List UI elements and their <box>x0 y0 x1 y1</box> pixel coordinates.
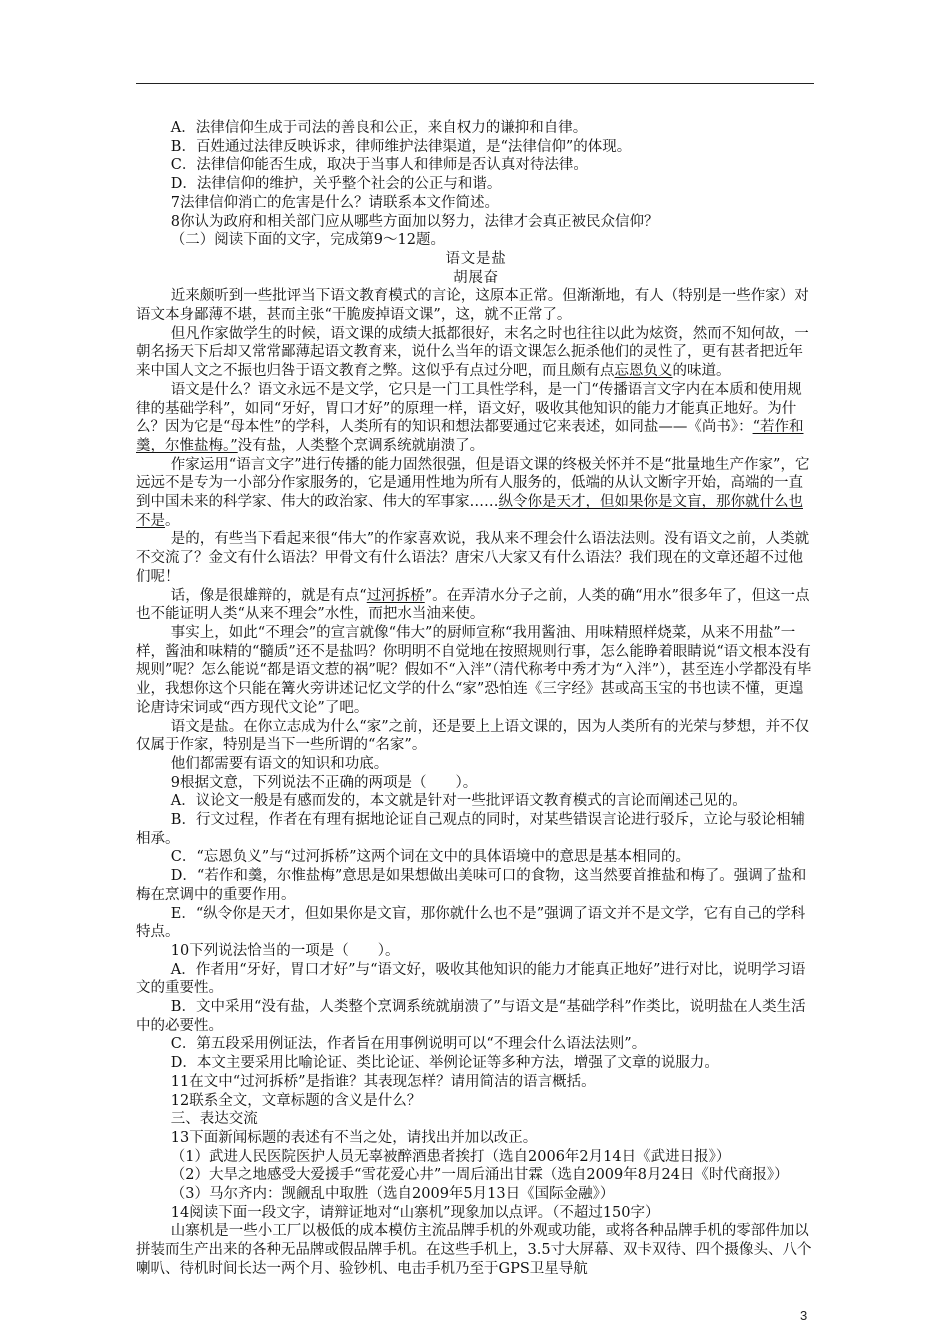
q6-option-a: A．法律信仰生成于司法的善良和公正，来自权力的谦抑和自律。 <box>170 120 588 136</box>
question-11: 11在文中“过河拆桥”是指谁？其表现怎样？请用简洁的语言概括。 <box>170 1073 596 1090</box>
paragraph-5: 是的，有些当下看起来很“伟大”的作家喜欢说，我从来不理会什么语法法则。没有语文之前，人类就不交流了？金文有什么语法？甲骨文有什么语法？唐宋八大家又有什么语法？我们现在的文章还超不过他们呢！ <box>136 531 810 585</box>
paragraph-3-text: 语文是什么？语文永远不是文学，它只是一门工具性学科，是一门“传播语言文字内在本质和使用规律的基础学科”，如同“牙好，胃口才好”的原理一样，语文好，吸收其他知识的能力才能真正地好。为什么？因为它是“母本性”的学科，人类所有的知识和想法都要通过它来表述，如同盐——《尚书》： <box>136 381 802 436</box>
q13-item-2: （2）大旱之地感受大爱援手“雪花爱心井”一周后涌出甘霖（选自2009年8月24日《时代商报》） <box>170 1167 789 1184</box>
question-9: 9根据文意，下列说法不正确的两项是（ ）。 <box>170 774 478 791</box>
paragraph-3-end: 没有盐，人类整个烹调系统就崩溃了。 <box>237 437 485 454</box>
paragraph-4-end: 。 <box>165 512 180 529</box>
paragraph-4-text: 作家运用“语言文字”进行传播的能力固然很强，但是语文课的终极关怀并不是“批量地生产作家”，它远远不是专为一小部分作家服务的，它是通用性地为所有人服务的，低端的从认文断字开始，高端的一直到中国未来的科学家、伟大的政治家、伟大的军事家…… <box>136 456 810 511</box>
question-8: 8你认为政府和相关部门应从哪些方面加以努力，法律才会真正被民众信仰？ <box>170 213 659 230</box>
paragraph-9: 他们都需要有语文的知识和功底。 <box>170 755 389 772</box>
q9-option-e: E．“纵令你是天才，但如果你是文盲，那你就什么也不是”强调了语文并不是文学，它有自己的学科特点。 <box>136 905 806 941</box>
paragraph-2-text: 但凡作家做学生的时候，语文课的成绩大抵都很好，末名之时也往往以此为炫资，然而不知何故，一朝名扬天下后却又常常鄙薄起语文教育来，说什么当年的语文课怎么扼杀他们的灵性了，更有甚者把近年来中国人文之不振也归咎于语文教育之弊。这似乎有点过分吧，而且颇有点 <box>136 325 809 380</box>
paragraph-8: 语文是盐。在你立志成为什么“家”之前，还是要上上语文课的，因为人类所有的光荣与梦想，并不仅仅属于作家，特别是当下一些所谓的“名家”。 <box>136 718 810 754</box>
q10-option-d: D．本文主要采用比喻论证、类比论证、举例论证等多种方法，增强了文章的说服力。 <box>170 1055 719 1072</box>
article-title: 语文是盐 <box>445 250 507 267</box>
q13-item-1: （1）武进人民医院医护人员无辜被醉酒患者挨打（选自2006年2月14日《武进日报》） <box>170 1148 731 1165</box>
paragraph-6-end: ”。在弄清水分子之前，人类的确“用水”很多年了，但这一点也不能证明人类“从来不理会”水性，而把水当油来使。 <box>136 587 810 623</box>
q6-option-d: D．法律信仰的维护，关乎整个社会的公正与和谐。 <box>170 176 502 193</box>
underlined-phrase: 忘恩负义 <box>614 363 673 380</box>
q13-item-3: （3）马尔齐内：觊觎乱中取胜（选自2009年5月13日《国际金融》） <box>170 1186 615 1203</box>
paragraph-7: 事实上，如此“不理会”的宣言就像“伟大”的厨师宣称“我用酱油、用味精照样烧菜，从来不用盐”一样，酱油和味精的“髓质”还不是盐吗？你明明不自觉地在按照规则行事，怎么能睁着眼睛说“语文根本没有规则”呢？怎么能说“都是语文惹的祸”呢？假如不“入泮”（清代称考中秀才为“入泮”），甚至连小学都没有毕业，我想你这个只能在篝火旁讲述记忆文学的什么“家”恐怕连《三字经》甚或高玉宝的书也读不懂，更遑论唐诗宋词或“西方现代文论”了吧。 <box>136 624 812 716</box>
question-13: 13下面新闻标题的表述有不当之处，请找出并加以改正。 <box>170 1129 538 1146</box>
question-14: 14阅读下面一段文字，请辩证地对“山寨机”现象加以点评。（不超过150字） <box>170 1204 660 1221</box>
question-12: 12联系全文，文章标题的含义是什么？ <box>170 1092 422 1109</box>
section-3-heading: 三、表达交流 <box>170 1111 258 1128</box>
paragraph-6-text: 话，像是很雄辩的，就是有点“ <box>170 587 367 604</box>
q10-option-c: C．第五段采用例证法，作者旨在用事例说明可以“不理会什么语法法则”。 <box>170 1036 647 1053</box>
q10-option-a: A．作者用“牙好，胃口才好”与“语文好，吸收其他知识的能力才能真正地好”进行对比，说明学习语文的重要性。 <box>136 961 806 997</box>
question-7: 7法律信仰消亡的危害是什么？请联系本文作简述。 <box>170 194 500 211</box>
q6-option-c: C．法律信仰能否生成，取决于当事人和律师是否认真对待法律。 <box>170 157 588 174</box>
section-2-heading: （二）阅读下面的文字，完成第9～12题。 <box>170 232 445 249</box>
q6-option-b: B．百姓通过法律反映诉求，律师维护法律渠道，是“法律信仰”的体现。 <box>170 138 632 155</box>
underlined-quote: “若作和羹，尔惟盐梅。” <box>136 419 804 454</box>
q9-option-d: D．“若作和羹，尔惟盐梅”意思是如果想做出美味可口的食物，这当然要首推盐和梅了。强调了盐和梅在烹调中的重要作用。 <box>136 868 807 903</box>
q9-option-c: C．“忘恩负义”与“过河拆桥”这两个词在文中的具体语境中的意思是基本相同的。 <box>170 849 691 866</box>
q9-option-a: A．议论文一般是有感而发的，本文就是针对一些批评语文教育模式的言论而阐述己见的。 <box>170 793 747 810</box>
q14-passage: 山寨机是一些小工厂以极低的成本模仿主流品牌手机的外观或功能，或将各种品牌手机的零部件加以拼装而生产出来的各种无品牌或假品牌手机。在这些手机上，3.5寸大屏幕、双卡双待、四个摄像头、八个喇叭、待机时间长达一两个月、验钞机、电击手机乃至于GPS卫星导航 <box>136 1223 812 1277</box>
paragraph-2-end: 的味道。 <box>672 363 731 380</box>
question-10: 10下列说法恰当的一项是（ ）。 <box>170 942 400 959</box>
paragraph-1: 近来颇听到一些批评当下语文教育模式的言论，这原本正常。但渐渐地，有人（特别是一些作家）对语文本身鄙薄不堪，甚而主张“干脆废掉语文课”，这，就不正常了。 <box>136 288 809 324</box>
underlined-idiom: 过河拆桥 <box>366 587 425 604</box>
paragraph-2 <box>136 325 816 381</box>
page-number: 3 <box>800 1308 808 1323</box>
underlined-sentence: 纵令你是天才，但如果你是文盲，那你就什么也不是 <box>136 494 803 529</box>
header-rule <box>136 83 814 84</box>
q10-option-b: B．文中采用“没有盐，人类整个烹调系统就崩溃了”与语文是“基础学科”作类比，说明盐在人类生活中的必要性。 <box>136 999 806 1034</box>
document-body <box>136 119 816 1279</box>
q9-option-b: B．行文过程，作者在有理有据地论证自己观点的同时，对某些错误言论进行驳斥，立论与驳论相辅相承。 <box>136 812 805 847</box>
paragraph-3 <box>136 381 816 456</box>
article-author: 胡展奋 <box>453 269 499 286</box>
paragraph-4 <box>136 456 816 531</box>
paragraph-6 <box>136 587 816 624</box>
